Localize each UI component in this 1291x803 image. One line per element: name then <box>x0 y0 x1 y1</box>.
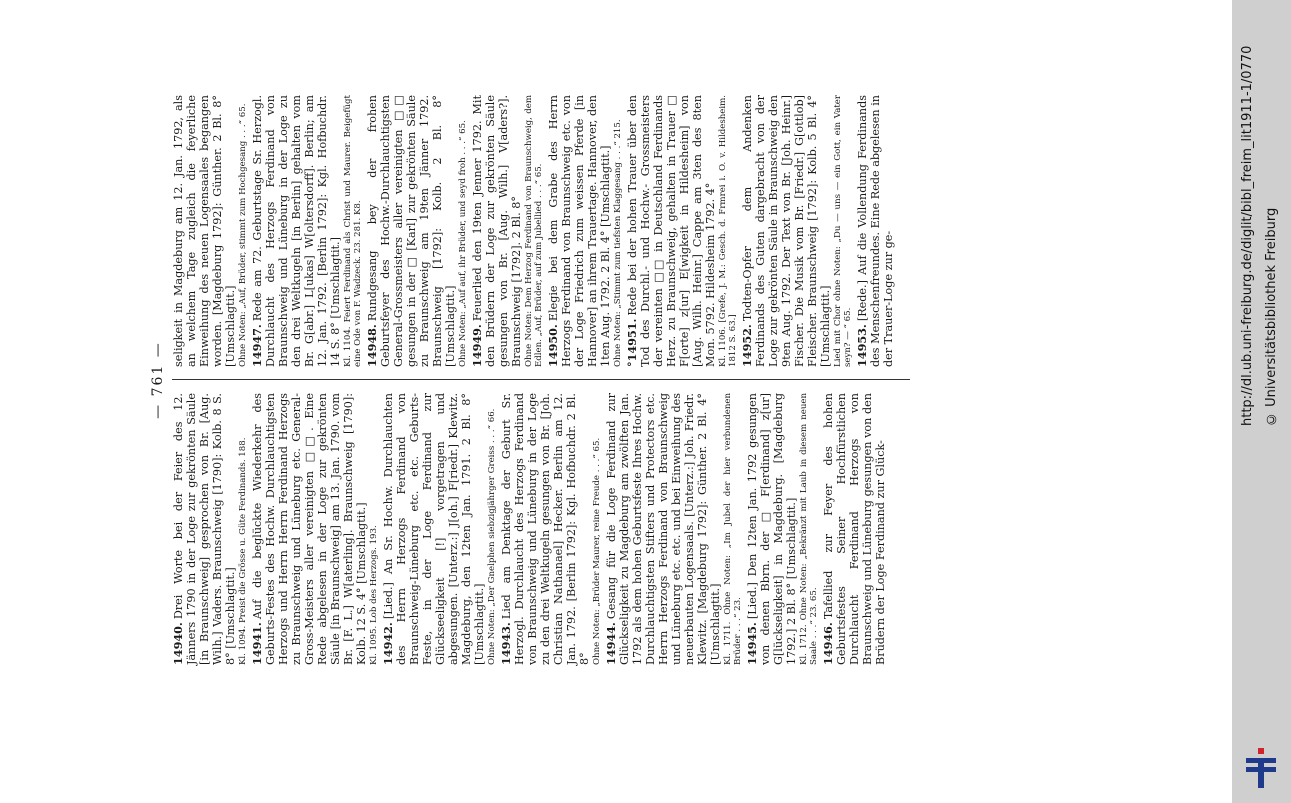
bibliography-entry <box>741 95 853 367</box>
entry-note: Kl. 1095. Lob des Herzogs. 193. <box>369 525 379 665</box>
bibliography-entry <box>251 393 379 665</box>
entry-note: Kl. 1711. Ohne Noten: „Im Jubel der hier verbundenen Brüder . . .“ 23. <box>723 393 743 665</box>
entry-note: Lied mit Chor ohne Noten: „Du — uns — ein Gott, ein Vater seyn? — “ 65. <box>833 95 853 367</box>
rotated-page-content <box>150 95 910 665</box>
entry-text: seligkeit in Magdeburg am 12. Jan. 1792, als an welchem Tage zugleich die feyerliche Einweihung des neuen Logensaales begangen worden. [Magdeburg 1792]: Günther. 2 Bl. 8° [Umschlagtit.] <box>172 95 237 367</box>
entry-note: Kl. 1094. Preist die Grösse u. Güte Ferdinands. 188. <box>238 437 248 665</box>
entry-number: 14953. <box>855 324 869 367</box>
entry-note: Ohne Noten: „Brüder Maurer, reine Freude . . .“ 65. <box>592 437 602 665</box>
entry-note: Kl. 1106. [Grefe, J. M.: Gesch. d. Frmrei i. O. v. Hildesheim. 1812 S. 63.] <box>718 95 738 367</box>
entry-note: Kl. 1104. Feiert Ferdinand als Christ und Maurer. Beigefügt eine Ode von F. Wadzeck. 23. 281. K8. <box>343 95 363 367</box>
page-number: — 761 — <box>150 341 166 419</box>
bibliography-entry <box>382 393 497 665</box>
bibliography-entry <box>471 95 544 367</box>
entry-number: 14952. <box>740 324 754 367</box>
entry-number: 14940. <box>171 622 185 665</box>
entry-text: Drei Worte bei der Feier des 12. Jänners 1790 in der Loge zur gekrönten Säule [in Braunschweig] gesprochen von Br. [Aug. Wilh.] Vaders. Braunschweig [1790]: Kolb. 8 S. 8° [Umschlagtit.] <box>172 393 237 665</box>
entry-text: [Rede.] Auf die Vollendung Ferdinands des Menschenfreundes. Eine Rede abgelesen in der Trauer-Loge zur ge- <box>856 95 895 367</box>
entry-number: 14948. <box>365 324 379 367</box>
left-column <box>172 393 890 665</box>
entry-number: 14945. <box>745 622 759 665</box>
bibliography-entry <box>172 393 248 665</box>
entry-number: 14946. <box>821 622 835 665</box>
entry-text: Rede bei der hohen Trauer über den Tod des Durchl.- und Hochw.- Grossmeisters der vereinten □□ in Deutschland Ferdinands Herz. zu Braunschweig, gehalten in Trauer □ F[orte] z[ur] E[wigkeit in Hildesheim] von [Aug. Wilh. Heinr.] Cappe am 3ten des 8ten Mon. 5792. Hildesheim 1792. 4° <box>626 95 717 367</box>
bibliography-entry <box>500 393 602 665</box>
entry-text: Elegie bei dem Grabe des Herrn Herzogs Ferdinand von Braunschweig etc. von der Loge Friedrich zum weissen Pferde [in Hannover] an ihrem Trauertage. Hannover, den 1ten Aug. 1792. 2 Bl. 4° [Umschlagtit.] <box>547 95 612 367</box>
entry-number: °14951. <box>625 318 639 367</box>
entry-text: Rundgesang bey der frohen Geburtsfeyer des Hochw.-Durchlauchtigsten General-Grossmeisters aller vereinigten □□ gesungen in der □ [Karl] zur gekrönten Säule zu Braunschweig am 19ten Jänner 1792. Braunschweig [1792]: Kolb. 2 Bl. 8° [Umschlagtit.] <box>366 95 457 367</box>
entry-text: Todten-Opfer dem Andenken Ferdinands des Guten dargebracht von der Loge zur gekrönten Säule in Braunschweig den 9ten Aug. 1792. Der Text von Br. [Joh. Heinr.] Fischer. Die Musik vom Br. [Friedr.] G[ottlob] Fleischer. Braunschweig [1792]: Kolb. 5 Bl. 4° [Umschlagtit.] <box>741 95 832 367</box>
bibliography-entry <box>822 393 887 665</box>
entry-number: 14947. <box>250 324 264 367</box>
entry-number: 14941. <box>250 622 264 665</box>
entry-text: Lied am Denktage der Geburt Sr. Herzogl. Durchlaucht des Herzogs Ferdinand von Braunschweig und Lüneburg in der Loge zu den drei Weltkugeln gesungen von Br. [Joh. Christian Nathanael] Hecker. Berlin am 12. Jan. 1792. [Berlin 1792]: Kgl. Hofbuchdr. 2 Bl. 8° <box>500 393 591 665</box>
entry-note: Ohne Noten: „Stimmt zum tiefsten Klaggesang . . .“ 215. <box>613 119 623 367</box>
bibliography-entry <box>626 95 738 367</box>
entry-text: Tafellied zur Feyer des hohen Geburtsfestes Seiner Hochfürstlichen Durchlaucht Ferdinand Herzogs von Braunschweig und Lüneburg gesungen von den Brüdern der Loge Ferdinand zur Glück- <box>822 393 887 665</box>
entry-text: [Lied.] An Sr. Hochw. Durchlauchten des Herrn Herzogs Ferdinand von Braunschweig-Lüneburg etc. etc. Geburts-Feste, in der Loge Ferdinand zur Glückseeligkeit [!] vorgetragen und abgesungen. [Unterz.:] J[oh.] F[riedr.] Klewitz. Magdeburg, den 12ten Jan. 1791. 2 Bl. 8° [Umschlagtit.] <box>382 393 486 665</box>
entry-text: Rede am 72. Geburtstage Sr. Herzogl. Durchlaucht des Herzogs Ferdinand von Braunschweig und Lüneburg in der Loge zu den drei Weltkugeln [in Berlin] gehalten vom Br. G[abr.] L[ukas] W[oltersdorff]. Berlin; am 12. Jan. 1792. [Berlin 1792]: Kgl. Hofbuchdr. 14 S. 8° [Umschlagtit.] <box>251 95 342 367</box>
bibliography-entry <box>547 95 623 367</box>
entry-number: 14949. <box>470 324 484 367</box>
bibliography-entry <box>746 393 819 665</box>
entry-note: Ohne Noten: „Der Gnelphen siebzigjährger Greiss . . .“ 66. <box>487 408 497 665</box>
entry-number: 14944. <box>604 622 618 665</box>
entry-number: 14950. <box>546 324 560 367</box>
bibliography-entry <box>251 95 363 367</box>
bibliography-entry <box>366 95 468 367</box>
entry-text: Auf die beglückte Wiederkehr des Geburts-Festes des Hochw. Durchlauchtigsten Herzogs und Herrn Herrn Ferdinand Herzogs zu Braunschweig und Lüneburg etc. General-Gross-Meisters aller vereinigten □□. Eine Rede abgelesen in der Loge zur gekrönten Säule [in Braunschweig] am 13. Jan. 1790. vom Br. [F. L.] W[aterling]. Braunschweig [1790]: Kolb. 12 S. 4° [Umschlagtit.] <box>251 393 368 665</box>
column-divider <box>172 379 910 380</box>
entry-note: Kl. 1712. Ohne Noten: „Bekränzt mit Laub in diesem neuen Saale . . .“ 23. 65. <box>799 393 819 665</box>
entry-note: Ohne Noten: Dem Herzog Ferdinand von Braunschweig, dem Edlen. „Auf, Brüder, auf zum Jubellied . . .“ 65. <box>524 95 544 367</box>
entry-note: Ohne Noten: „Auf, Brüder, stimmt zum Hochgesang . . .“ 65. <box>238 103 248 367</box>
library-logo-icon <box>1246 748 1276 788</box>
right-column <box>172 95 898 367</box>
entry-text: Feuerlied den 19ten Jenner 1792. Mit den Brüdern der Loge zur gekrönten Säule gesungen von Br. [Aug. Wilh.] V[aders?]. Braunschweig [1792]. 2 Bl. 8° <box>471 95 523 367</box>
copyright-notice: © Universitätsbibliothek Freiburg <box>1264 207 1279 426</box>
bibliography-entry <box>856 95 895 367</box>
viewer-sidebar <box>1232 0 1291 803</box>
source-url[interactable]: http://dl.ub.uni-freiburg.de/diglit/bibl_freim_lit1911-1/0770 <box>1240 45 1255 426</box>
entry-number: 14942. <box>381 622 395 665</box>
entry-number: 14943. <box>499 622 513 665</box>
bibliography-entry <box>605 393 743 665</box>
entry-text: [Lied.] Den 12ten Jan. 1792 gesungen von denen Bbrn. der □ F[erdinand] z[ur] G[lückseligkeit] in Magdeburg. [Magdeburg 1792.] 2 Bl. 8° [Umschlagtit.] <box>746 393 798 665</box>
entry-note: Ohne Noten: „Auf auf, ihr Brüder, und seyd froh . . .“ 65. <box>458 120 468 367</box>
entry-text: Gesang für die Loge Ferdinand zur Glückseligkeit zu Magdeburg am zwölften Jan. 1792 als dem hohen Geburtsfeste Ihres Hochw. Durchlauchtigsten Stifters und Protectors etc. Herrn Herzogs Ferdinand von Braunschweig und Lüneburg etc. etc. und bei Einweihung des neuerbauten Logensaals. [Unterz.:] Joh. Friedr. Klewitz. [Magdeburg 1792]: Günther. 2 Bl. 4° [Umschlagtit.] <box>605 393 722 665</box>
bibliography-entry <box>172 95 248 367</box>
